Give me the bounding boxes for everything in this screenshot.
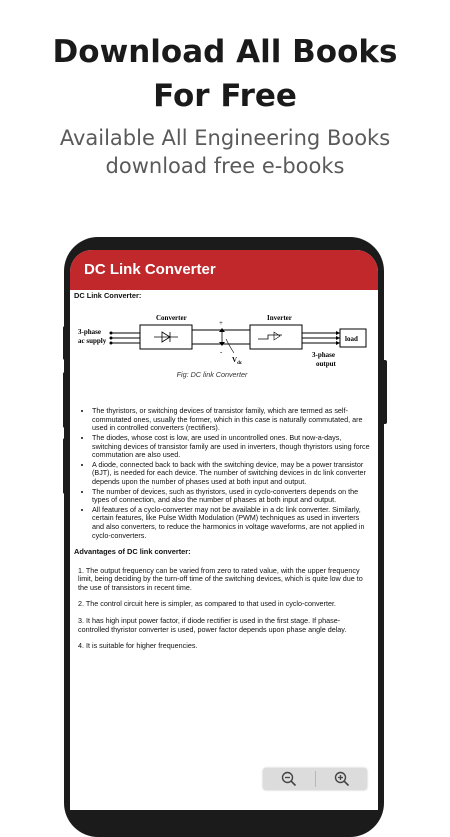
figure-caption: Fig: DC link Converter — [176, 369, 248, 379]
inverter-block — [250, 325, 302, 349]
app-bar — [70, 250, 378, 290]
phone-side-button-left-2 — [63, 372, 68, 428]
advantage-item: 1. The output frequency can be varied from zero to rated value, with the upper frequency limit, being deciding by the turn-off time of the switching devices, which is quite low due to the use of transistors in recent time. — [78, 565, 363, 592]
diagram-minus: - — [220, 347, 223, 356]
zoom-out-button[interactable] — [263, 768, 315, 790]
bullet-item: • The thyristors, or switching devices of transistor family, which are termed as self-commutated ones, usually the former, which in this case is naturally commutated, are used in controlled converters (rectifiers). — [92, 407, 370, 433]
bullet-list — [74, 407, 370, 540]
diagram-input-label-2: ac supply — [78, 336, 107, 345]
phone-screen — [70, 250, 378, 810]
bullet-item: • The diodes, whose cost is low, are used in uncontrolled ones. But now-a-days, switching devices of transistor family are used in inverters, though thyristors using force commutation are also used. — [92, 434, 370, 460]
document-view[interactable] — [70, 292, 378, 651]
advantage-item: 3. It has high input power factor, if diode rectifier is used in the first stage. If phase-controlled thyristor converter is used, power factor depends upon phase angle delay. — [78, 616, 347, 634]
headline-line-2: For Free — [153, 78, 297, 114]
bullet-item: • All features of a cyclo-converter may not be available in a dc link converter. Similarly, certain features, like Pulse Width Modulation (PWM) techniques as used in inverters and also converters, to reduce the harmonics in voltage waveforms, are not applied in cyclo-converters. — [92, 506, 370, 540]
advantage-item: 2. The control circuit here is simpler, as compared to that used in cyclo-converter. — [78, 599, 336, 609]
dc-link-converter-diagram — [74, 309, 370, 369]
bullet-item: • The number of devices, such as thyristors, used in cyclo-converters depends on the types of connection, and also the number of phases at both input and output. — [92, 488, 370, 505]
subtitle-line-1: Available All Engineering Books — [59, 126, 391, 150]
zoom-in-icon — [334, 771, 350, 787]
advantages-heading: Advantages of DC link converter: — [74, 547, 191, 557]
phone-side-button-left-3 — [63, 438, 68, 494]
doc-heading: DC Link Converter: — [74, 291, 142, 300]
diagram-output-label-1: 3-phase — [312, 350, 335, 359]
promo-subtitle — [0, 124, 450, 180]
diagram-inverter-label: Inverter — [267, 313, 292, 322]
diagram-output-label-2: output — [316, 359, 336, 368]
bullet-item: • A diode, connected back to back with the switching device, may be a power transistor (BJT), is needed for each device. The number of switching devices in dc link converter depends upon the number of phases used at both input and output. — [92, 461, 370, 487]
zoom-out-icon — [281, 771, 297, 787]
phone-side-button-left — [63, 326, 68, 360]
diagram-converter-label: Converter — [156, 313, 187, 322]
diagram-input-label-1: 3-phase — [78, 327, 101, 336]
diagram-plus: + — [219, 318, 223, 327]
promo-headline — [0, 30, 450, 118]
phone-side-button-right — [381, 360, 387, 424]
diagram-vdc: $V_{dc}$ — [232, 355, 243, 366]
diagram-load-label: load — [345, 334, 358, 343]
zoom-in-button[interactable] — [316, 768, 368, 790]
app-title: DC Link Converter — [84, 261, 216, 278]
advantage-item: 4. It is suitable for higher frequencies. — [78, 641, 198, 651]
zoom-controls — [263, 768, 367, 790]
subtitle-line-2: download free e-books — [105, 154, 345, 178]
headline-line-1: Download All Books — [52, 34, 398, 70]
